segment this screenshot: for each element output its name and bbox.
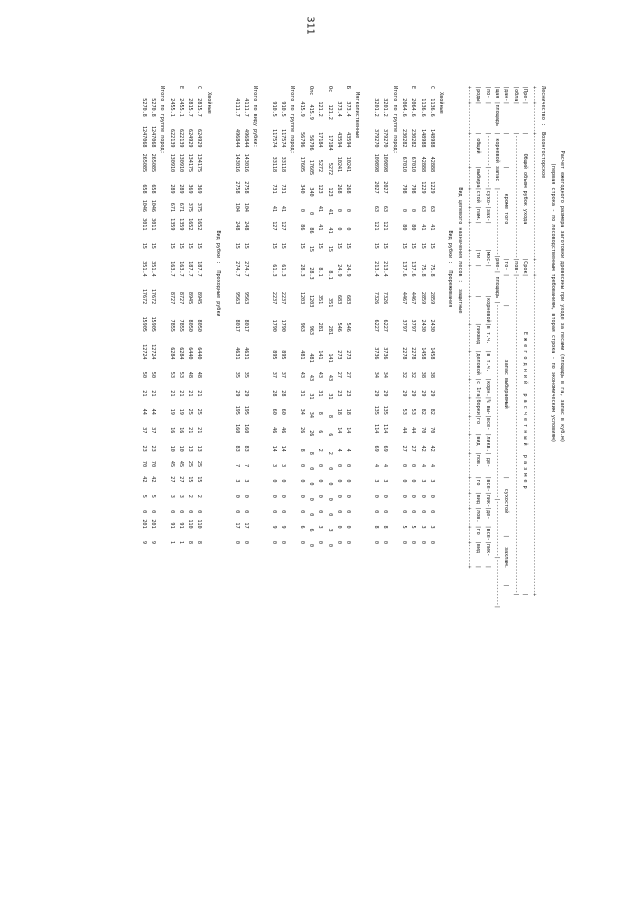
table-printout (138, 86, 566, 886)
table-line: |Пре-| | Общий объем рубок ухода |Срок| Е ж е г о д н и й р а с ч е т н ы й р а з м е р | (521, 86, 528, 597)
table-line: 5270.8 1247068 265085 658 1046 3011 15 351.4 17672 15905 12724 50 21 44 37 23 70 42 5 0 201 9 (140, 86, 147, 544)
table-line: Итого по группе пород: (289, 86, 296, 154)
table-line: 4111.7 496844 143016 2758 104 248 15 274.7 9563 8017 4631 35 29 195 160 83 7 3 0 0 17 0 (233, 86, 240, 544)
table-line: 2455.1 622139 130910 289 671 1359 15 163.7 8727 7855 6284 53 21 19 16 10 45 27 3 0 91 1 (168, 86, 175, 544)
table-line: |роды| | общий |выбира|стой |лам.| |ти | | |ликвид |деловой |с 1га|борки|го |вид |лов. |го |вид |лов. |го |вид | (475, 86, 482, 569)
page-number: 311 (304, 16, 316, 35)
table-line: +----+---------+----------------------------------------+----+-------------------------------------------------------------------------------------------------------+ (531, 86, 538, 597)
table-line: Вид рубки : Проходные рубки (215, 86, 222, 317)
table-line: 2064.6 230282 67010 798 0 80 15 137.6 4467 3797 2278 32 29 53 44 27 0 0 0 0 5 0 (400, 86, 407, 544)
table-line: 373.4 43594 10241 268 0 0 15 24.9 683 546 273 27 23 18 14 4 0 0 0 0 0 0 (335, 86, 342, 544)
table-line: 5270.8 1247068 265085 658 1046 3011 15 351.4 17672 15905 12724 50 21 44 37 23 70 42 5 0 201 9 (149, 86, 156, 544)
table-line: 1136.6 148988 42888 1229 63 41 15 75.8 2859 2430 1458 38 29 82 70 42 4 3 0 0 3 0 (419, 86, 426, 544)
table-line: 121.2 17184 5272 123 41 41 15 8.1 351 281 141 43 31 8 6 2 0 0 0 0 3 0 (317, 86, 324, 544)
table-line: 910.5 117574 33118 731 41 127 15 61.3 2237 1790 895 37 28 60 46 14 3 0 0 0 9 0 (270, 86, 277, 544)
table-line (222, 86, 231, 886)
table-line: 910.5 117574 33118 731 41 127 15 61.3 2237 1790 895 37 28 60 46 14 3 0 0 0 9 0 (280, 86, 287, 544)
table-line: |дан-| | | кроме того |то- | | запас выбираемый | сухостой | захлам. | (503, 86, 510, 587)
table-line: Хвойные (438, 86, 445, 114)
table-line: 415.9 56796 17605 340 0 86 15 28.3 1203 963 481 43 31 34 26 8 0 0 0 0 6 0 (298, 86, 305, 544)
table-line: Хвойные (205, 86, 212, 114)
table-line: +----+---------+----------+------+-----+----+--------+----+---------+--------+--------+--------+-----+-----+-----+-----+-------+----+----+-----+----+-------+ (466, 86, 473, 569)
table-line: Лесничество : Вохонгосторское (540, 86, 547, 179)
table-line: 3201.2 379270 109898 2027 63 121 15 213.4 7326 6227 3736 34 29 135 114 69 4 3 0 0 8 0 (373, 86, 380, 544)
table-line: Е 2064.6 230282 67010 798 0 80 15 137.6 4467 3797 2278 32 29 53 44 27 0 0 0 0 5 0 (410, 86, 417, 544)
table-line: |по- | |----------|------|сухо-|зах-| |мос-| |корневой|в т.ч. |в т.ч. |корн.|% вы-|все- |ликв.| де- |все-|лик-|де- |все-|лик- | (484, 86, 491, 569)
table-line: Е 2455.1 622139 130910 289 671 1359 15 163.7 8727 7855 6284 53 21 19 16 10 45 27 3 0 91 1 (177, 86, 184, 544)
table-line: Расчет ежегодного размера заготовки древесины при уходе за лесами (площадь в га, запас в куб.м) (559, 86, 565, 443)
table-line: |щая |площадь | корневой запас |---------------------|ряе-| площадь |---------------------------------------------------------------|------------------|---------------| (493, 86, 500, 609)
table-line (259, 86, 268, 886)
table-line: Вид рубки : Прореживания (447, 86, 454, 308)
table-line: Вид целевого назначения лесов : защитные (456, 86, 463, 314)
table-line: Б 373.4 43594 10241 268 0 0 15 24.9 683 546 273 27 23 18 14 4 0 0 0 0 0 0 (345, 86, 352, 544)
table-line: Мягколиственные (354, 86, 361, 139)
table-line (361, 86, 370, 886)
table-line: С 1136.6 148988 42888 1229 63 41 15 75.8 2859 2430 1458 38 29 82 70 42 4 3 0 0 3 0 (428, 86, 435, 544)
table-line: Итого по группе пород: (391, 86, 398, 154)
table-line: |обла| |----------------------------------------|пов-|-------------------------------------------------------------------------------------------------------| (512, 86, 519, 597)
table-line: (первая строка - по лесоводственным требованиям, вторая строка - по экономическим условиям) (549, 86, 556, 443)
table-line: Итого по группе пород: (159, 86, 166, 154)
table-line: С 2815.7 624929 134175 369 375 1652 15 187.7 8945 8050 6440 48 21 25 21 13 25 15 2 0 110 8 (196, 86, 203, 544)
table-line: Итого по виду рубки: (252, 86, 259, 148)
table-line: Олс 415.9 56796 17605 340 0 86 15 28.3 1203 963 481 43 31 34 26 8 0 0 0 0 6 0 (307, 86, 314, 547)
table-line: Ос 121.2 17184 5272 123 41 41 15 8.1 351 281 141 43 31 8 6 2 0 0 0 0 3 0 (326, 86, 333, 547)
table-line: 4111.7 496844 143016 2758 104 248 15 274.7 9563 8017 4631 35 29 195 160 83 7 3 0 0 17 0 (242, 86, 249, 544)
table-line: 3201.2 379270 109898 2027 63 121 15 213.4 7326 6227 3736 34 29 135 114 69 4 3 0 0 8 0 (382, 86, 389, 544)
table-line: 2815.7 624929 134175 369 375 1652 15 187.7 8945 8050 6440 48 21 25 21 13 25 15 2 0 110 8 (187, 86, 194, 544)
